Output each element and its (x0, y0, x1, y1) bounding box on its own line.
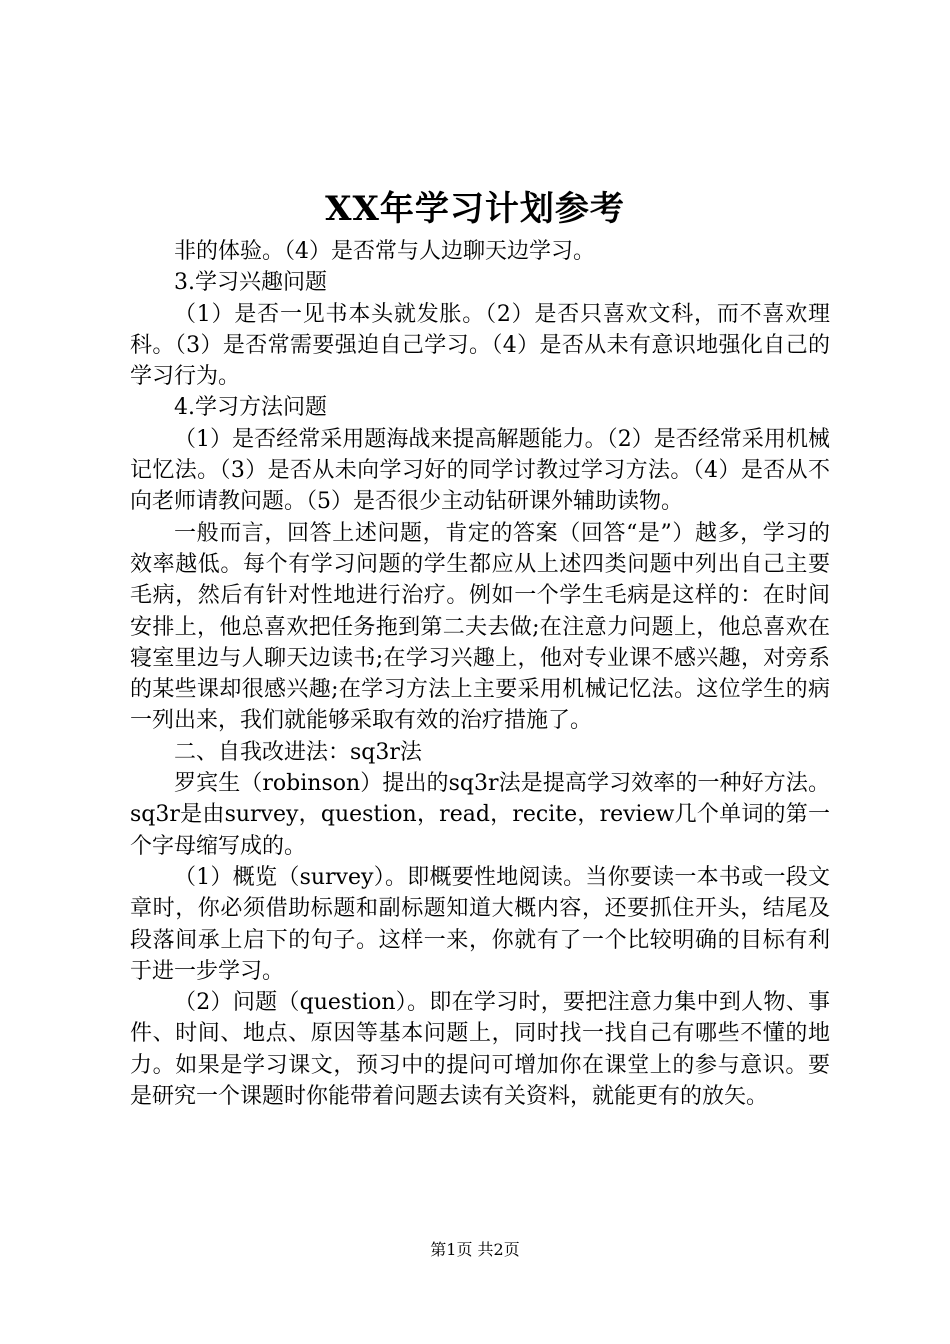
paragraph-general-analysis: 一般而言，回答上述问题，肯定的答案（回答“是”）越多，学习的效率越低。每个有学习问题的学生都应从上述四类问题中列出自己主要毛病，然后有针对性地进行治疗。例如一个学生毛病是这样的：在时间安排上，他总喜欢把任务拖到第二夫去做;在注意力问题上，他总喜欢在寝室里边与人聊天边读书;在学习兴趣上，他对专业课不感兴趣，对旁系的某些课却很感兴趣;在学习方法上主要采用机械记忆法。这位学生的病一列出来，我们就能够采取有效的治疗措施了。 (130, 520, 830, 734)
paragraph-interest-questions: （1）是否一见书本头就发胀。（2）是否只喜欢文科，而不喜欢理科。（3）是否常需要强迫自己学习。（4）是否从未有意识地强化自己的学习行为。 (130, 301, 830, 390)
page-footer: 第1页 共2页 (430, 1240, 520, 1259)
document-title: XX年学习计划参考 (325, 189, 625, 229)
section-heading-interest: 3.学习兴趣问题 (174, 270, 327, 296)
document-body (130, 236, 830, 1112)
section-heading-sq3r: 二、自我改进法：sq3r法 (174, 739, 422, 765)
paragraph-method-questions: （1）是否经常采用题海战来提高解题能力。（2）是否经常采用机械记忆法。（3）是否从未向学习好的同学讨教过学习方法。（4）是否从不向老师请教问题。（5）是否很少主动钻研课外辅助读物。 (130, 426, 830, 515)
paragraph-question: （2）问题（question）。即在学习时，要把注意力集中到人物、事件、时间、地点、原因等基本问题上，同时找一找自己有哪些不懂的地力。如果是学习课文，预习中的提问可增加你在课堂上的参与意识。要是研究一个课题时你能带着问题去读有关资料，就能更有的放矢。 (130, 990, 830, 1110)
paragraph-survey: （1）概览（survey）。即概要性地阅读。当你要读一本书或一段文章时，你必须借助标题和副标题知道大概内容，还要抓住开头，结尾及段落间承上启下的句子。这样一来，你就有了一个比较明确的目标有利于进一步学习。 (130, 864, 830, 984)
paragraph-sq3r-intro: 罗宾生（robinson）提出的sq3r法是提高学习效率的一种好方法。sq3r是由survey，question，read，recite，review几个单词的第一个字母缩写成的。 (130, 771, 830, 859)
paragraph-continuation: 非的体验。（4）是否常与人边聊天边学习。 (174, 239, 595, 264)
section-heading-method: 4.学习方法问题 (174, 395, 327, 421)
